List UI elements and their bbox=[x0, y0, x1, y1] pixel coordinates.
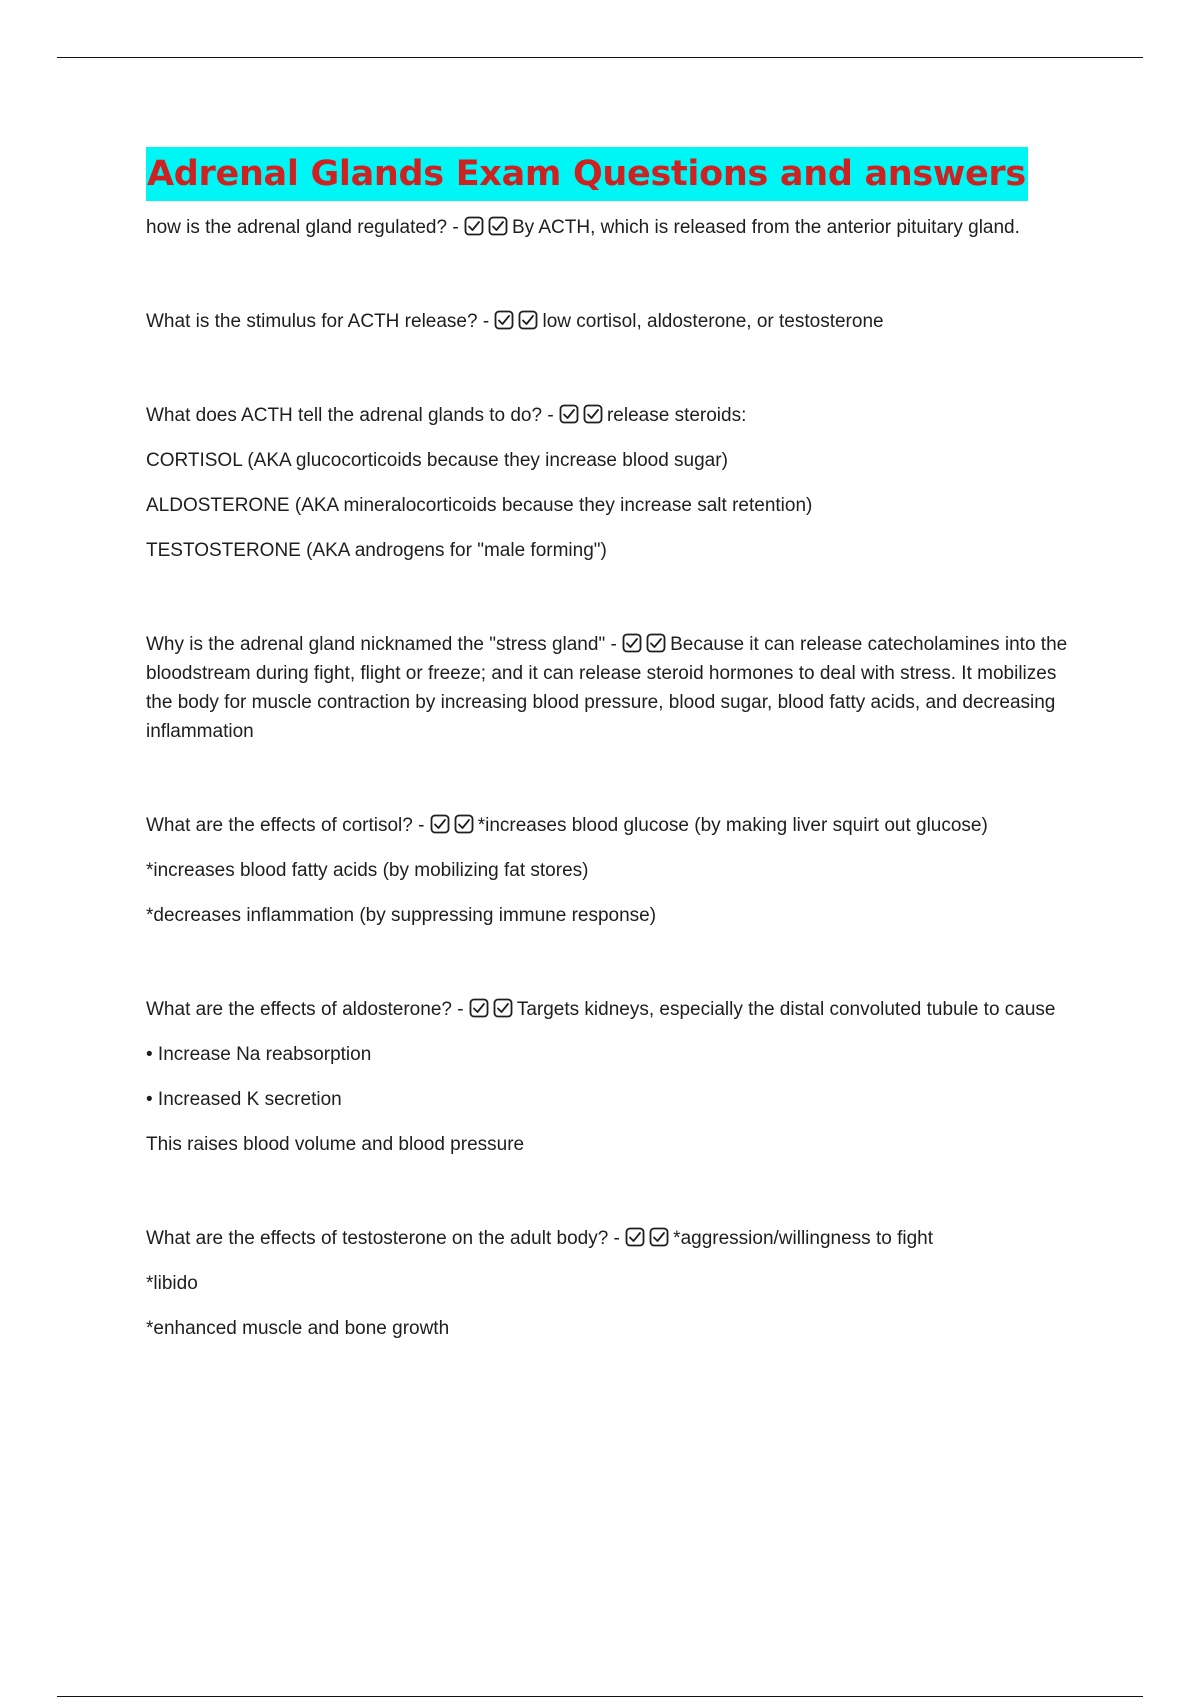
document-body bbox=[146, 147, 1086, 1343]
separator: - bbox=[477, 311, 495, 332]
qa-item bbox=[146, 213, 1086, 242]
separator: - bbox=[608, 1228, 626, 1249]
separator: - bbox=[542, 405, 559, 426]
answer-text: Targets kidneys, especially the distal convoluted tubule to cause bbox=[516, 999, 1056, 1020]
qa-item bbox=[146, 811, 1086, 930]
qa-question-line bbox=[146, 401, 1086, 430]
qa-item bbox=[146, 401, 1086, 565]
question-text: Why is the adrenal gland nicknamed the "stress gland" bbox=[146, 634, 606, 655]
check-icons bbox=[559, 405, 607, 426]
qa-question-line bbox=[146, 630, 1086, 746]
check-icons bbox=[430, 815, 478, 836]
question-text: What are the effects of testosterone on the adult body? bbox=[146, 1228, 609, 1249]
answer-text: release steroids: bbox=[606, 405, 747, 426]
check-icons bbox=[469, 999, 517, 1020]
answer-detail-line: *enhanced muscle and bone growth bbox=[146, 1318, 450, 1339]
separator: - bbox=[412, 815, 430, 836]
check-icon bbox=[493, 998, 513, 1018]
answer-detail-line: *libido bbox=[146, 1273, 198, 1294]
answer-detail-line: This raises blood volume and blood pressure bbox=[146, 1134, 525, 1155]
check-icon bbox=[518, 310, 538, 330]
check-icon bbox=[649, 1227, 669, 1247]
qa-question-line bbox=[146, 307, 1086, 336]
page-title: Adrenal Glands Exam Questions and answers bbox=[146, 147, 1028, 201]
answer-detail-line: ALDOSTERONE (AKA mineralocorticoids because they increase salt retention) bbox=[146, 495, 813, 516]
qa-item bbox=[146, 1224, 1086, 1343]
check-icon bbox=[464, 216, 484, 236]
answer-detail-line: CORTISOL (AKA glucocorticoids because they increase blood sugar) bbox=[146, 450, 728, 471]
separator: - bbox=[451, 999, 469, 1020]
question-text: What are the effects of cortisol? bbox=[146, 815, 413, 836]
qa-question-line bbox=[146, 811, 1086, 840]
check-icons bbox=[622, 634, 670, 655]
check-icons bbox=[464, 217, 512, 238]
check-icon bbox=[559, 404, 579, 424]
question-text: What does ACTH tell the adrenal glands to do? bbox=[146, 405, 543, 426]
qa-item bbox=[146, 630, 1086, 746]
check-icons bbox=[625, 1228, 673, 1249]
separator: - bbox=[447, 217, 464, 238]
answer-detail-line: *decreases inflammation (by suppressing immune response) bbox=[146, 905, 657, 926]
qa-item bbox=[146, 307, 1086, 336]
answer-text: Because it can release catecholamines into the bloodstream during fight, flight or freeze; and it can release steroid hormones to deal with stress. It mobilizes the body for muscle contraction by increasing blood pressure, blood sugar, blood fatty acids, and decreasing inflammation bbox=[146, 634, 1068, 742]
check-icon bbox=[583, 404, 603, 424]
answer-detail-line: • Increase Na reabsorption bbox=[146, 1044, 372, 1065]
answer-detail-line: TESTOSTERONE (AKA androgens for "male forming") bbox=[146, 540, 607, 561]
qa-question-line bbox=[146, 995, 1086, 1024]
check-icons bbox=[494, 311, 542, 332]
answer-detail-line: • Increased K secretion bbox=[146, 1089, 342, 1110]
answer-detail-line: *increases blood fatty acids (by mobilizing fat stores) bbox=[146, 860, 589, 881]
top-rule bbox=[57, 57, 1143, 58]
separator: - bbox=[605, 634, 623, 655]
check-icon bbox=[488, 216, 508, 236]
answer-text: low cortisol, aldosterone, or testosterone bbox=[542, 311, 884, 332]
check-icon bbox=[646, 633, 666, 653]
qa-item bbox=[146, 995, 1086, 1159]
question-text: how is the adrenal gland regulated? bbox=[146, 217, 448, 238]
answer-text: By ACTH, which is released from the anterior pituitary gland. bbox=[511, 217, 1020, 238]
check-icon bbox=[454, 814, 474, 834]
qa-question-line bbox=[146, 1224, 1086, 1253]
answer-text: *increases blood glucose (by making liver squirt out glucose) bbox=[477, 815, 988, 836]
check-icon bbox=[622, 633, 642, 653]
check-icon bbox=[625, 1227, 645, 1247]
check-icon bbox=[469, 998, 489, 1018]
bottom-rule bbox=[57, 1696, 1143, 1697]
check-icon bbox=[430, 814, 450, 834]
check-icon bbox=[494, 310, 514, 330]
question-text: What is the stimulus for ACTH release? bbox=[146, 311, 478, 332]
qa-question-line bbox=[146, 213, 1086, 242]
qa-list bbox=[146, 213, 1086, 1343]
answer-text: *aggression/willingness to fight bbox=[673, 1228, 933, 1249]
question-text: What are the effects of aldosterone? bbox=[146, 999, 452, 1020]
